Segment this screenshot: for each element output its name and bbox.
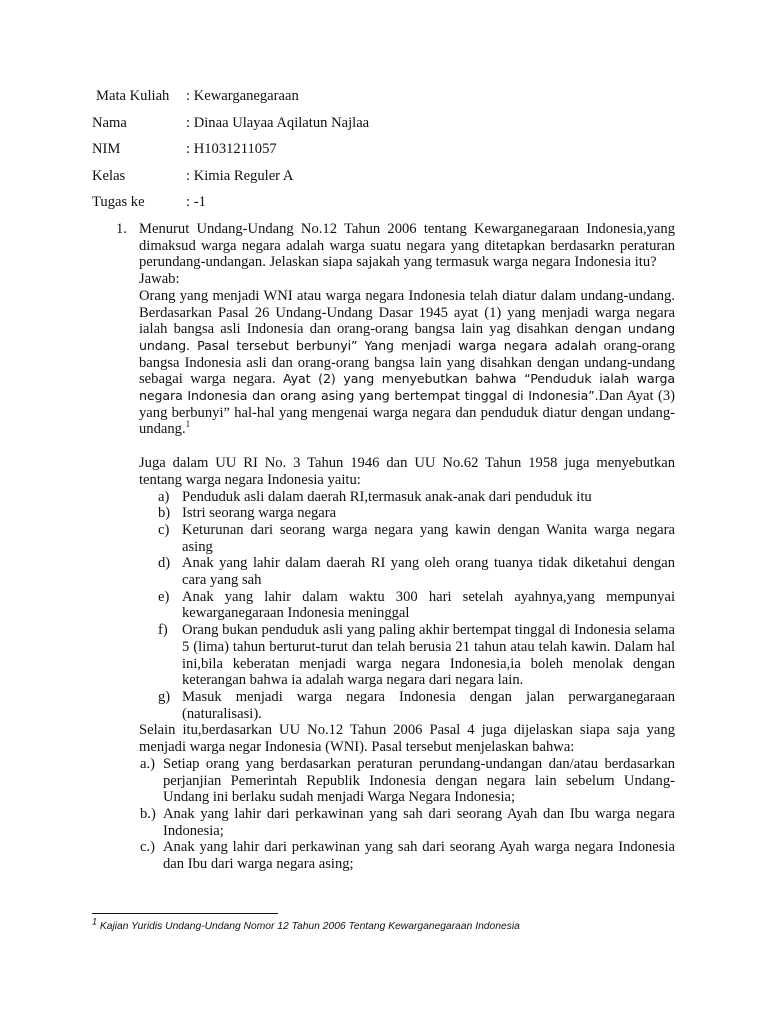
list-label: a.) [140,755,155,772]
list-label: e) [158,588,170,605]
list-item [140,806,675,839]
header-value: : Kimia Reguler A [186,167,294,184]
list-text: Orang bukan penduduk asli yang paling akhir bertempat tinggal di Indonesia selama 5 (lima) tahun berturut-turut dan telah berusia 21 tahun atau telah kawin. Dalam hal ini,bila keberatan menjadi warga negara Indonesia,ia boleh menolak dengan keterangan bahwa ia adalah warga negara dari negara lain. [182,622,675,689]
item-number: 1. [116,221,127,237]
list-text: Anak yang lahir dari perkawinan yang sah dari seorang Ayah dan Ibu warga negara Indonesia; [163,805,675,839]
header-key: Tugas ke [92,194,145,210]
footnote-text: Kajian Yuridis Undang-Undang Nomor 12 Tahun 2006 Tentang Kewarganegaraan Indonesia [97,921,520,932]
list-item [158,589,675,622]
item-content [139,221,675,489]
list-label: g) [158,688,171,705]
header-value: : H1031211057 [186,141,277,157]
header-key: Nama [92,114,127,131]
header-row-name [92,115,369,142]
list-label: c) [158,521,170,538]
header-key: Mata Kuliah [96,88,170,104]
document-body [116,221,675,873]
answer-paragraph-3: Selain itu,berdasarkan UU No.12 Tahun 2006 Pasal 4 juga dijelaskan siapa saja yang menjadi warga negar Indonesia (WNI). Pasal tersebut menjelaskan bahwa: [139,722,675,756]
list-item [158,505,675,522]
answer-paragraph-2: Juga dalam UU RI No. 3 Tahun 1946 dan UU No.62 Tahun 1958 juga menyebutkan tentang warga negara Indonesia yaitu: [139,455,675,488]
numbered-item-1 [116,221,675,489]
spacer [139,438,675,455]
header-row-course [92,88,369,115]
list-item [158,555,675,588]
footnote [92,916,520,934]
header-row-task [92,194,369,221]
list-label: b.) [140,805,156,822]
list-item [158,622,675,689]
list-text: Istri seorang warga negara [182,505,337,522]
header-value: : Kewarganegaraan [186,88,299,104]
header-value: : Dinaa Ulayaa Aqilatun Najlaa [186,114,370,131]
answer-text: Ayat (2) yang menyebutkan bahwa “Penduduk ialah warga negara Indonesia dan orang asing yang bertempat tinggal di Indonesia”. [139,371,675,404]
list-item [158,689,675,722]
list-text: Anak yang lahir dalam daerah RI yang oleh orang tuanya tidak diketahui dengan cara yang sah [182,555,675,589]
header-value: : -1 [186,194,206,210]
list-label: f) [158,622,168,639]
list-text: Anak yang lahir dalam waktu 300 hari setelah ayahnya,yang mempunyai kewarganegaraan Indonesia meninggal [182,588,675,622]
list-text: Masuk menjadi warga negara Indonesia dengan jalan perwarganegaraan (naturalisasi). [182,688,675,722]
list-item [140,839,675,872]
answer-text: orang-orang bangsa Indonesia asli dan orang-orang bangsa lain yang disahkan dengan undang-undang sebagai warga negara. [139,337,676,388]
list-item [140,756,675,806]
list-label: d) [158,555,171,572]
header-info [92,88,369,221]
list-text: Anak yang lahir dari perkawinan yang sah dari seorang Ayah warga negara Indonesia dan Ibu dari warga negara asing; [163,839,675,873]
header-row-class [92,168,369,195]
list-text: Setiap orang yang berdasarkan peraturan perundang-undangan dan/atau berdasarkan perjanjian Pemerintah Republik Indonesia dengan negara lain sebelum Undang-Undang ini berlaku sudah menjadi Warga Negara Indonesia; [163,755,675,806]
header-key: NIM [92,141,121,157]
answer-paragraph-1 [139,288,675,438]
footnote-mark: 1 [92,916,98,927]
list-alpha [116,489,675,723]
question-text: Menurut Undang-Undang No.12 Tahun 2006 tentang Kewarganegaraan Indonesia,yang dimaksud warga negara adalah warga suatu negara yang ditetapkan berdasarkn peraturan perundang-undangan. Jelaskan siapa sajakah yang termasuk warga negara Indonesia itu? [139,221,675,271]
answer-text: Orang yang menjadi WNI atau warga negara Indonesia telah diatur dalam undang-undang. Berdasarkan Pasal 26 Undang-Undang Dasar 1945 ayat (1) yang menjadi warga negara ialah bangsa asli Indonesia dan orang-orang bangsa lain yag disahkan [139,287,675,338]
footnote-reference: 1 [185,419,191,430]
answer-text: Dan Ayat (3) yang berbunyi” hal-hal yang mengenai warga negara dan penduduk diatur dengan undang-undang. [139,388,675,438]
list-item [158,489,675,506]
list-numbered-alpha [116,756,675,873]
header-key: Kelas [92,167,126,184]
answer-label: Jawab: [139,271,180,288]
list-label: a) [158,488,170,505]
footnote-separator [92,913,278,914]
list-item [158,522,675,555]
answer-text: dengan undang undang. Pasal tersebut berbunyi” Yang menjadi warga negara adalah [139,321,675,353]
list-label: b) [158,505,171,522]
list-text: Keturunan dari seorang warga negara yang kawin dengan Wanita warga negara asing [182,521,675,555]
list-text: Penduduk asli dalam daerah RI,termasuk anak-anak dari penduduk itu [182,488,592,505]
list-label: c.) [140,839,155,856]
header-row-nim [92,141,369,168]
